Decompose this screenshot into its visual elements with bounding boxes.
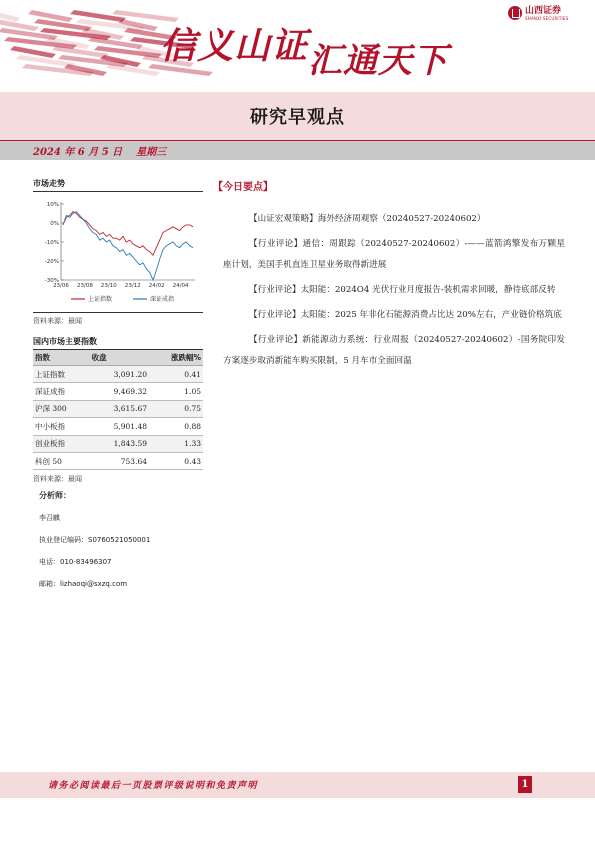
highlight-item[interactable]: 【行业评论】太阳能：2025 年非化石能源消费占比达 20%左右，产业链价格筑底 [249, 310, 562, 320]
logo-en: SHANXI SECURITIES [525, 16, 569, 21]
company-logo [508, 6, 568, 21]
slogan-part2: 汇通天下 [308, 41, 449, 81]
highlight-item[interactable]: 【行业评论】太阳能：2024O4 光伏行业月度报告-装机需求回暖，静待底部反转 [249, 285, 556, 295]
highlight-item[interactable]: 【行业评论】通信：周跟踪（20240527-20240602）-——蓝箭鸿擎发布万颗星座计划，美国手机直连卫星业务取得新进展 [223, 239, 565, 270]
index-name: 科创 50 [33, 452, 90, 469]
index-change: 1.05 [149, 383, 203, 400]
y-tick-label: -20% [44, 259, 59, 265]
table-row [33, 418, 203, 435]
legend-label: 深证成指 [150, 296, 175, 303]
index-change: 0.43 [149, 452, 203, 469]
highlights-title: 【今日要点】 [213, 182, 273, 193]
x-tick-label: 24/02 [148, 283, 165, 289]
index-change: 0.88 [149, 418, 203, 435]
x-tick-label: 23/06 [53, 283, 69, 289]
date-bar [0, 140, 595, 160]
indices-header-row [33, 350, 203, 366]
table-row [33, 366, 203, 383]
col-header-close: 收盘 [90, 350, 149, 366]
indices-title: 国内市场主要指数 [33, 336, 203, 350]
table-row [33, 435, 203, 452]
left-sidebar [33, 178, 203, 601]
ribbon-stripe [10, 46, 56, 58]
analyst-email[interactable]: 邮箱：lizhaoqi@sxzq.com [39, 580, 128, 589]
logo-mark-icon [508, 6, 522, 20]
index-change: 0.41 [149, 366, 203, 383]
page-title: 研究早观点 [250, 107, 345, 128]
legend-label: 上证指数 [88, 296, 113, 303]
col-header-change: 涨跌幅% [149, 350, 203, 366]
index-close: 753.64 [90, 452, 149, 469]
slogan [160, 18, 449, 81]
slogan-part1: 信义山证 [160, 25, 309, 67]
highlight-item[interactable]: 【行业评论】新能源动力系统：行业周报（20240527-20240602）-国务院印发方案逐步取消新能车购买限制，5 月车市全面回温 [223, 335, 565, 366]
market-trend-source: 资料来源：最闻 [33, 312, 203, 326]
analyst-title: 分析师： [39, 491, 71, 501]
y-tick-label: -10% [44, 240, 59, 246]
highlights-section [215, 178, 565, 376]
index-close: 3,615.67 [90, 400, 149, 417]
index-name: 沪深 300 [33, 400, 90, 417]
index-name: 创业板指 [33, 435, 90, 452]
analyst-license: 执业登记编码：S0760521050001 [39, 536, 151, 545]
ribbon-stripe [28, 10, 73, 22]
market-trend-title: 市场走势 [33, 178, 203, 192]
x-tick-label: 23/12 [124, 283, 141, 289]
table-row [33, 383, 203, 400]
index-close: 5,901.48 [90, 418, 149, 435]
market-trend-chart [33, 192, 203, 312]
y-tick-label: 10% [46, 202, 59, 208]
index-change: 1.33 [149, 435, 203, 452]
y-tick-label: 0% [50, 221, 59, 227]
analyst-block [33, 490, 203, 589]
x-tick-label: 24/04 [172, 283, 189, 289]
highlight-item[interactable]: 【山证宏观策略】海外经济周观察（20240527-20240602） [249, 214, 486, 224]
x-tick-label: 23/08 [76, 283, 93, 289]
market-trend-svg [33, 192, 203, 312]
header-banner [0, 0, 595, 92]
page-number: 1 [518, 776, 532, 793]
index-change: 0.75 [149, 400, 203, 417]
indices-table [33, 350, 203, 470]
logo-cn: 山西证券 [525, 6, 562, 16]
index-close: 3,091.20 [90, 366, 149, 383]
x-tick-label: 23/10 [100, 283, 117, 289]
table-row [33, 452, 203, 469]
y-tick-label: -30% [44, 278, 59, 284]
indices-source: 资料来源：最闻 [33, 475, 82, 484]
report-date: 2024 年 6 月 5 日 星期三 [33, 147, 167, 158]
index-name: 中小板指 [33, 418, 90, 435]
table-row [33, 400, 203, 417]
index-close: 1,843.59 [90, 435, 149, 452]
title-band [0, 92, 595, 140]
col-header-name: 指数 [33, 350, 90, 366]
footer-disclaimer: 请务必阅读最后一页股票评级说明和免责声明 [48, 781, 259, 791]
ribbon-stripe [0, 10, 20, 22]
analyst-phone: 电话：010-83496307 [39, 558, 112, 567]
analyst-name: 李召麒 [39, 514, 60, 523]
series-line-shenzhen [63, 212, 193, 280]
index-close: 9,469.32 [90, 383, 149, 400]
index-name: 上证指数 [33, 366, 90, 383]
index-name: 深证成指 [33, 383, 90, 400]
